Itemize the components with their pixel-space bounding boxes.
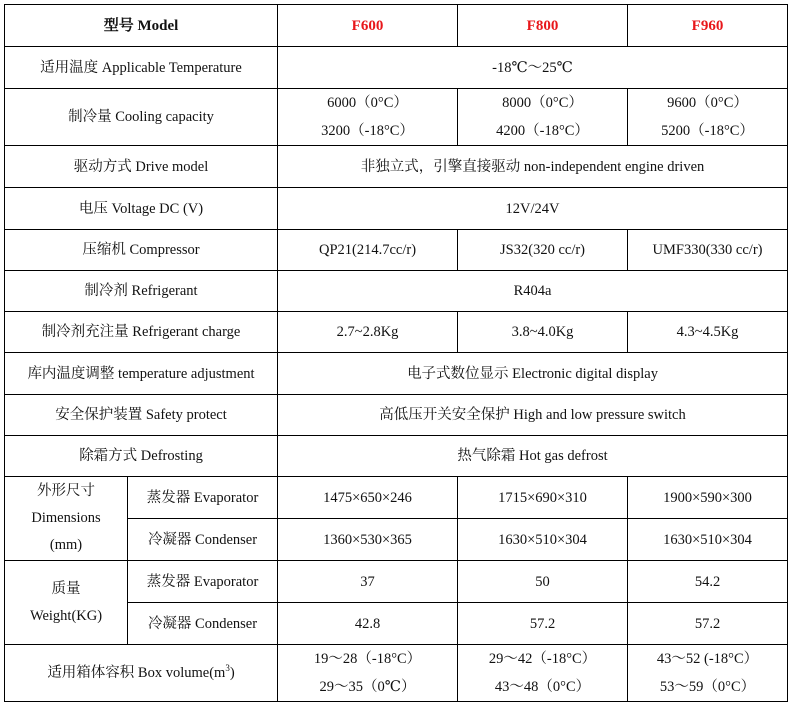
cooling-f600-line1: 6000（0°C）: [327, 95, 408, 111]
weight-condenser-f600: 42.8: [278, 603, 458, 645]
safety-row: [5, 395, 788, 436]
charge-row: [5, 312, 788, 353]
model-f600: F600: [278, 5, 458, 47]
dimensions-condenser-f800: 1630×510×304: [458, 519, 628, 561]
defrost-row: [5, 436, 788, 477]
compressor-label: 压缩机 Compressor: [5, 230, 278, 271]
cooling-f960-line2: 5200（-18°C）: [661, 123, 754, 139]
box-volume-f800: [458, 645, 628, 702]
dimensions-evaporator-f600: 1475×650×246: [278, 477, 458, 519]
cooling-f800: [458, 89, 628, 146]
cooling-label: 制冷量 Cooling capacity: [5, 89, 278, 146]
dimensions-evaporator-row: [5, 477, 788, 519]
weight-evaporator-row: [5, 561, 788, 603]
cooling-f960: [628, 89, 788, 146]
weight-label: [5, 561, 128, 645]
cooling-f800-line2: 4200（-18°C）: [496, 123, 589, 139]
compressor-row: [5, 230, 788, 271]
charge-f800: 3.8~4.0Kg: [458, 312, 628, 353]
refrigerant-value: R404a: [278, 271, 788, 312]
temperature-value: -18℃～25℃: [278, 47, 788, 89]
box-volume-label-sup: 3: [225, 663, 230, 674]
cooling-f800-line1: 8000（0°C）: [502, 95, 583, 111]
refrigerant-row: [5, 271, 788, 312]
weight-evaporator-label: 蒸发器 Evaporator: [128, 561, 278, 603]
dimensions-condenser-f600: 1360×530×365: [278, 519, 458, 561]
box-volume-f600-line2: 29～35（0℃）: [319, 679, 416, 695]
weight-evaporator-f600: 37: [278, 561, 458, 603]
temp-adjust-row: [5, 353, 788, 395]
charge-label: 制冷剂充注量 Refrigerant charge: [5, 312, 278, 353]
dimensions-label-cn: 外形尺寸: [37, 483, 95, 499]
box-volume-label-close: ): [229, 665, 235, 681]
drive-label: 驱动方式 Drive model: [5, 146, 278, 188]
defrost-label: 除霜方式 Defrosting: [5, 436, 278, 477]
dimensions-evaporator-f800: 1715×690×310: [458, 477, 628, 519]
box-volume-f600: [278, 645, 458, 702]
refrigerant-label: 制冷剂 Refrigerant: [5, 271, 278, 312]
charge-f960: 4.3~4.5Kg: [628, 312, 788, 353]
dimensions-label: [5, 477, 128, 561]
box-volume-f600-line1: 19～28（-18°C）: [313, 651, 422, 667]
box-volume-label: [5, 645, 278, 702]
compressor-f800: JS32(320 cc/r): [458, 230, 628, 271]
weight-evaporator-f800: 50: [458, 561, 628, 603]
drive-row: [5, 146, 788, 188]
voltage-label: 电压 Voltage DC (V): [5, 188, 278, 230]
weight-label-cn: 质量: [51, 580, 81, 597]
model-f960: F960: [628, 5, 788, 47]
box-volume-f800-line1: 29～42（-18°C）: [488, 651, 597, 667]
spec-table: [4, 4, 788, 702]
model-header: 型号 Model: [5, 5, 278, 47]
weight-label-en: Weight(KG): [29, 607, 103, 624]
box-volume-f960-line2: 53～59（0°C）: [659, 679, 756, 695]
temp-adjust-value: 电子式数位显示 Electronic digital display: [278, 353, 788, 395]
temperature-label: 适用温度 Applicable Temperature: [5, 47, 278, 89]
box-volume-row: [5, 645, 788, 702]
charge-f600: 2.7~2.8Kg: [278, 312, 458, 353]
safety-label: 安全保护装置 Safety protect: [5, 395, 278, 436]
cooling-row: [5, 89, 788, 146]
cooling-f600-line2: 3200（-18°C）: [321, 123, 414, 139]
dimensions-label-unit: (mm): [49, 537, 83, 553]
box-volume-f800-line2: 43～48（0°C）: [494, 679, 591, 695]
temperature-row: [5, 47, 788, 89]
header-row: [5, 5, 788, 47]
voltage-value: 12V/24V: [278, 188, 788, 230]
cooling-f600: [278, 89, 458, 146]
box-volume-f960: [628, 645, 788, 702]
dimensions-condenser-f960: 1630×510×304: [628, 519, 788, 561]
dimensions-evaporator-label: 蒸发器 Evaporator: [128, 477, 278, 519]
dimensions-evaporator-f960: 1900×590×300: [628, 477, 788, 519]
dimensions-label-en: Dimensions: [31, 510, 101, 526]
weight-condenser-label: 冷凝器 Condenser: [128, 603, 278, 645]
safety-value: 高低压开关安全保护 High and low pressure switch: [278, 395, 788, 436]
voltage-row: [5, 188, 788, 230]
compressor-f960: UMF330(330 cc/r): [628, 230, 788, 271]
weight-condenser-f960: 57.2: [628, 603, 788, 645]
temp-adjust-label: 库内温度调整 temperature adjustment: [5, 353, 278, 395]
drive-value: 非独立式，引擎直接驱动 non-independent engine driven: [278, 146, 788, 188]
weight-condenser-f800: 57.2: [458, 603, 628, 645]
weight-evaporator-f960: 54.2: [628, 561, 788, 603]
box-volume-f960-line1: 43～52 (-18°C）: [656, 651, 759, 667]
cooling-f960-line1: 9600（0°C）: [667, 95, 748, 111]
defrost-value: 热气除霜 Hot gas defrost: [278, 436, 788, 477]
box-volume-label-text: 适用箱体容积 Box volume(m: [47, 665, 226, 681]
model-f800: F800: [458, 5, 628, 47]
dimensions-condenser-label: 冷凝器 Condenser: [128, 519, 278, 561]
compressor-f600: QP21(214.7cc/r): [278, 230, 458, 271]
